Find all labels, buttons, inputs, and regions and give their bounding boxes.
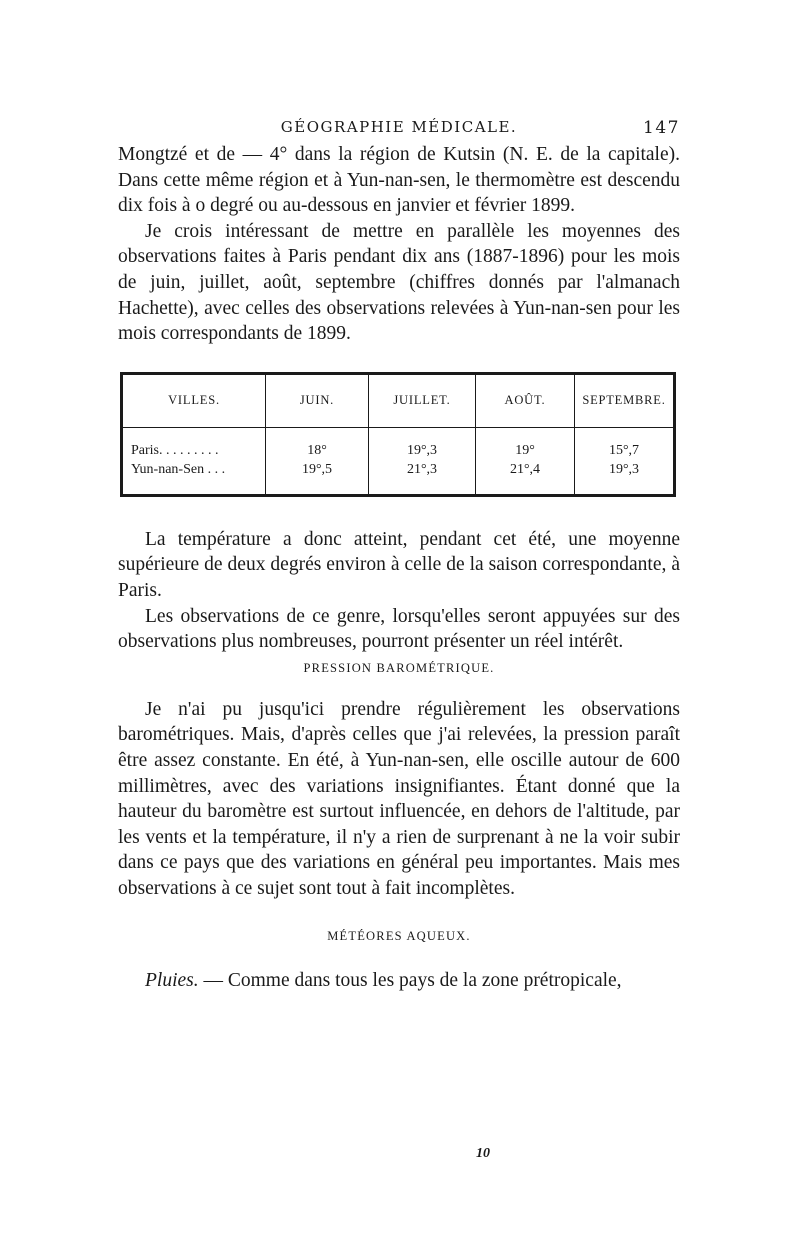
section-heading-meteores: MÉTÉORES AQUEUX. [327, 929, 471, 944]
temperature-table [120, 372, 676, 497]
header-title: GÉOGRAPHIE MÉDICALE. [280, 118, 518, 136]
paragraph-interest: Les observations de ce genre, lorsqu'elles seront appuyées sur des observations plus nombreuses, pourront présenter un réel intérêt. [118, 605, 680, 653]
col-header-juillet: JUILLET. [369, 373, 476, 427]
paragraph-intro: Mongtzé et de — 4° dans la région de Kutsin (N. E. de la capitale). Dans cette même région et à Yun-nan-sen, le thermomètre est descendu dix fois à o degré ou au-dessous en janvier et février 1899. [118, 144, 680, 217]
cell-aout: 21°,4 [476, 461, 575, 496]
cell-juillet: 19°,3 [369, 427, 476, 461]
row-city: Yun-nan-Sen . . . [131, 462, 226, 478]
cell-juin: 19°,5 [266, 461, 369, 496]
cell-septembre: 19°,3 [575, 461, 675, 496]
table-row [122, 427, 675, 461]
paragraph-comparison: Je crois intéressant de mettre en parallèle les moyennes des observations faites à Paris pendant dix ans (1887-1896) pour les mois de juin, juillet, août, septembre (chiffres donnés par l'almanach Hachette), avec celles des observations relevées à Yun-nan-sen pour les mois correspondants de 1899. [118, 220, 680, 345]
pluies-text: — Comme dans tous les pays de la zone prétropicale, [198, 970, 622, 992]
paragraph-pression: Je n'ai pu jusqu'ici prendre régulièrement les observations barométriques. Mais, d'après celles que j'ai relevées, la pression paraît être assez constante. En été, à Yun-nan-sen, elle oscille autour de 600 millimètres, avec des variations insignifiantes. Étant donné que la hauteur du baromètre est surtout influencée, en dehors de l'altitude, par les vents et la température, il n'y a rien de surprenant à ne la voir subir dans ce pays que des variations en général peu importantes. Mais mes observations à ce sujet sont tout à fait incomplètes. [118, 698, 680, 899]
table-header-row [122, 373, 675, 427]
pluies-lead: Pluies. [145, 970, 199, 992]
cell-aout: 19° [476, 427, 575, 461]
cell-juillet: 21°,3 [369, 461, 476, 496]
paragraph-result: La température a donc atteint, pendant cet été, une moyenne supérieure de deux degrés environ à celle de la saison correspondante, à Paris. [118, 528, 680, 601]
col-header-juin: JUIN. [266, 373, 369, 427]
cell-septembre: 15°,7 [575, 427, 675, 461]
section-heading-pression: PRESSION BAROMÉTRIQUE. [303, 660, 495, 675]
col-header-villes: VILLES. [122, 373, 266, 427]
running-header [118, 112, 680, 142]
cell-juin: 18° [266, 427, 369, 461]
row-city: Paris. . . . . . . . . [131, 443, 219, 459]
page [118, 112, 680, 994]
page-number: 147 [643, 118, 680, 138]
col-header-septembre: SEPTEMBRE. [575, 373, 675, 427]
table-row [122, 461, 675, 496]
paragraph-pluies [118, 968, 680, 994]
signature-mark: 10 [476, 1146, 490, 1161]
col-header-aout: AOÛT. [476, 373, 575, 427]
